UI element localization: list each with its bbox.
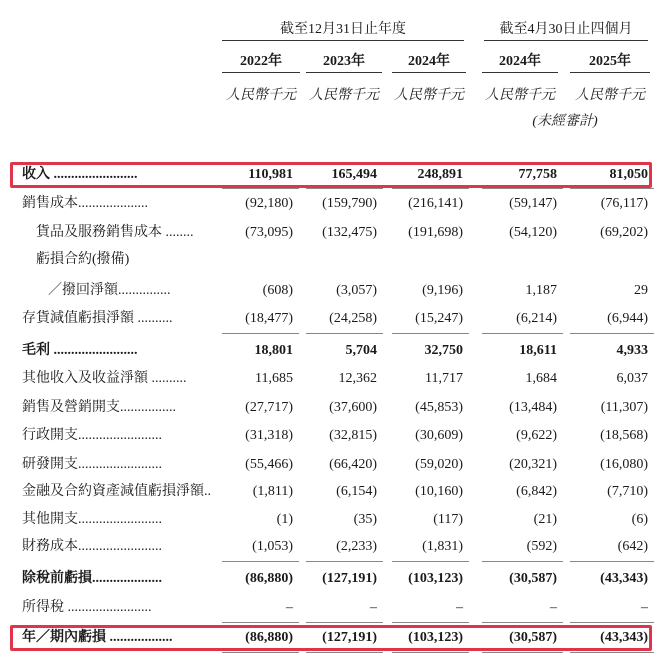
row-label: 銷售成本.................... <box>22 196 148 211</box>
row-label: 其他開支........................ <box>22 512 162 527</box>
cell-value: (15,247) <box>415 311 463 326</box>
unit-label-5: 人民幣千元 <box>575 88 645 103</box>
cell-value: 29 <box>634 283 648 298</box>
row-label: 毛利 ........................ <box>22 343 138 358</box>
cell-value: (73,095) <box>245 225 293 240</box>
year-rule-2 <box>306 72 382 73</box>
year-rule-1 <box>222 72 300 73</box>
cell-value: (1) <box>276 512 293 527</box>
table-row <box>0 425 666 447</box>
cell-value: (86,880) <box>245 630 293 645</box>
table-row <box>0 397 666 419</box>
cell-value: (18,477) <box>245 311 293 326</box>
cell-value: (43,343) <box>600 630 648 645</box>
cell-value: (159,790) <box>322 196 377 211</box>
cell-value: (35) <box>353 512 377 527</box>
column-rule <box>570 188 654 189</box>
cell-value: (117) <box>433 512 463 527</box>
year-rule-5 <box>570 72 650 73</box>
cell-value: (10,160) <box>415 484 463 499</box>
table-row <box>0 222 666 244</box>
column-rule <box>222 622 299 623</box>
column-rule <box>306 622 383 623</box>
cell-value: (9,622) <box>516 428 557 443</box>
cell-value: (127,191) <box>322 630 377 645</box>
column-rule <box>482 333 563 334</box>
table-row <box>0 509 666 531</box>
cell-value: – <box>550 600 557 615</box>
cell-value: (24,258) <box>329 311 377 326</box>
column-rule <box>570 622 654 623</box>
column-rule <box>392 188 469 189</box>
column-rule <box>570 561 654 562</box>
table-row <box>0 597 666 619</box>
row-label: 其他收入及收益淨額 .......... <box>22 371 187 386</box>
row-label: 研發開支........................ <box>22 457 162 472</box>
cell-value: (216,141) <box>408 196 463 211</box>
column-rule <box>306 652 383 653</box>
row-label: 虧損合約(撥備) <box>36 252 130 267</box>
cell-value: 18,801 <box>254 343 293 358</box>
column-rule <box>482 561 563 562</box>
table-row <box>0 627 666 649</box>
cell-value: 12,362 <box>338 371 377 386</box>
column-rule <box>482 622 563 623</box>
cell-value: (59,020) <box>415 457 463 472</box>
cell-value: (20,321) <box>509 457 557 472</box>
group-title-annual: 截至12月31日止年度 <box>280 22 406 37</box>
table-row <box>0 308 666 330</box>
column-rule <box>306 333 383 334</box>
column-rule <box>392 622 469 623</box>
column-rule <box>392 561 469 562</box>
row-label: 年／期內虧損 .................. <box>22 630 173 645</box>
cell-value: (103,123) <box>408 630 463 645</box>
cell-value: (9,196) <box>422 283 463 298</box>
row-label: 銷售及營銷開支................ <box>22 400 176 415</box>
column-rule <box>570 652 654 653</box>
unit-label-1: 人民幣千元 <box>226 88 296 103</box>
row-label: 收入 ........................ <box>22 167 138 182</box>
cell-value: (18,568) <box>600 428 648 443</box>
unit-label-2: 人民幣千元 <box>309 88 379 103</box>
cell-value: 32,750 <box>424 343 463 358</box>
cell-value: (92,180) <box>245 196 293 211</box>
row-label: 除稅前虧損.................... <box>22 571 162 586</box>
row-label: 行政開支........................ <box>22 428 162 443</box>
cell-value: (13,484) <box>509 400 557 415</box>
table-row <box>0 481 666 503</box>
table-row <box>0 568 666 590</box>
year-header-4: 2024年 <box>499 54 541 69</box>
cell-value: (191,698) <box>408 225 463 240</box>
table-row <box>0 340 666 362</box>
cell-value: 11,685 <box>255 371 293 386</box>
cell-value: (31,318) <box>245 428 293 443</box>
cell-value: (54,120) <box>509 225 557 240</box>
cell-value: (132,475) <box>322 225 377 240</box>
cell-value: 1,187 <box>525 283 557 298</box>
cell-value: 77,758 <box>518 167 557 182</box>
cell-value: (21) <box>533 512 557 527</box>
cell-value: – <box>370 600 377 615</box>
group-title-four-months-rule <box>484 40 648 41</box>
year-rule-4 <box>482 72 558 73</box>
cell-value: (32,815) <box>329 428 377 443</box>
cell-value: (1,811) <box>252 484 293 499</box>
column-rule <box>306 561 383 562</box>
cell-value: 5,704 <box>345 343 377 358</box>
cell-value: (6) <box>631 512 648 527</box>
cell-value: (27,717) <box>245 400 293 415</box>
cell-value: (69,202) <box>600 225 648 240</box>
cell-value: 81,050 <box>609 167 648 182</box>
year-header-3: 2024年 <box>408 54 450 69</box>
cell-value: (30,587) <box>509 630 557 645</box>
cell-value: (6,944) <box>607 311 648 326</box>
cell-value: – <box>286 600 293 615</box>
cell-value: – <box>641 600 648 615</box>
column-rule <box>222 561 299 562</box>
cell-value: (11,307) <box>600 400 648 415</box>
cell-value: 4,933 <box>616 343 648 358</box>
row-label: 金融及合約資產減值虧損淨額.. <box>22 484 211 499</box>
cell-value: (86,880) <box>245 571 293 586</box>
group-title-annual-rule <box>222 40 464 41</box>
unit-label-4: 人民幣千元 <box>485 88 555 103</box>
table-row <box>0 249 666 271</box>
cell-value: (1,053) <box>252 539 293 554</box>
cell-value: (1,831) <box>422 539 463 554</box>
cell-value: (592) <box>526 539 557 554</box>
cell-value: (37,600) <box>329 400 377 415</box>
table-row <box>0 368 666 390</box>
year-header-1: 2022年 <box>240 54 282 69</box>
cell-value: – <box>456 600 463 615</box>
column-rule <box>392 652 469 653</box>
row-label: 所得稅 ........................ <box>22 600 152 615</box>
row-label: 貨品及服務銷售成本 ........ <box>36 225 194 240</box>
cell-value: (76,117) <box>600 196 648 211</box>
table-row <box>0 454 666 476</box>
row-label: ／撥回淨額............... <box>48 283 171 298</box>
column-rule <box>306 188 383 189</box>
row-label: 財務成本........................ <box>22 539 162 554</box>
cell-value: (16,080) <box>600 457 648 472</box>
cell-value: (59,147) <box>509 196 557 211</box>
year-header-5: 2025年 <box>589 54 631 69</box>
cell-value: 11,717 <box>425 371 463 386</box>
cell-value: 110,981 <box>248 167 293 182</box>
row-label: 存貨減值虧損淨額 .......... <box>22 311 173 326</box>
column-rule <box>570 333 654 334</box>
cell-value: (642) <box>617 539 648 554</box>
year-header-2: 2023年 <box>323 54 365 69</box>
cell-value: (608) <box>262 283 293 298</box>
column-rule <box>482 652 563 653</box>
cell-value: (127,191) <box>322 571 377 586</box>
cell-value: 6,037 <box>616 371 648 386</box>
column-rule <box>482 188 563 189</box>
unit-label-3: 人民幣千元 <box>394 88 464 103</box>
column-rule <box>222 188 299 189</box>
table-row <box>0 280 666 302</box>
table-row <box>0 164 666 186</box>
cell-value: (30,587) <box>509 571 557 586</box>
table-row <box>0 536 666 558</box>
year-rule-3 <box>392 72 466 73</box>
column-rule <box>392 333 469 334</box>
cell-value: (45,853) <box>415 400 463 415</box>
cell-value: (3,057) <box>336 283 377 298</box>
cell-value: (6,154) <box>336 484 377 499</box>
cell-value: 1,684 <box>525 371 557 386</box>
table-row <box>0 193 666 215</box>
cell-value: 165,494 <box>331 167 377 182</box>
cell-value: 18,611 <box>519 343 557 358</box>
column-rule <box>222 652 299 653</box>
cell-value: (2,233) <box>336 539 377 554</box>
cell-value: (30,609) <box>415 428 463 443</box>
unaudited-note: (未經審計) <box>532 114 598 129</box>
group-title-four-months: 截至4月30日止四個月 <box>499 22 633 37</box>
cell-value: (66,420) <box>329 457 377 472</box>
column-rule <box>222 333 299 334</box>
cell-value: (6,214) <box>516 311 557 326</box>
cell-value: 248,891 <box>417 167 463 182</box>
cell-value: (43,343) <box>600 571 648 586</box>
cell-value: (6,842) <box>516 484 557 499</box>
cell-value: (55,466) <box>245 457 293 472</box>
cell-value: (103,123) <box>408 571 463 586</box>
cell-value: (7,710) <box>607 484 648 499</box>
